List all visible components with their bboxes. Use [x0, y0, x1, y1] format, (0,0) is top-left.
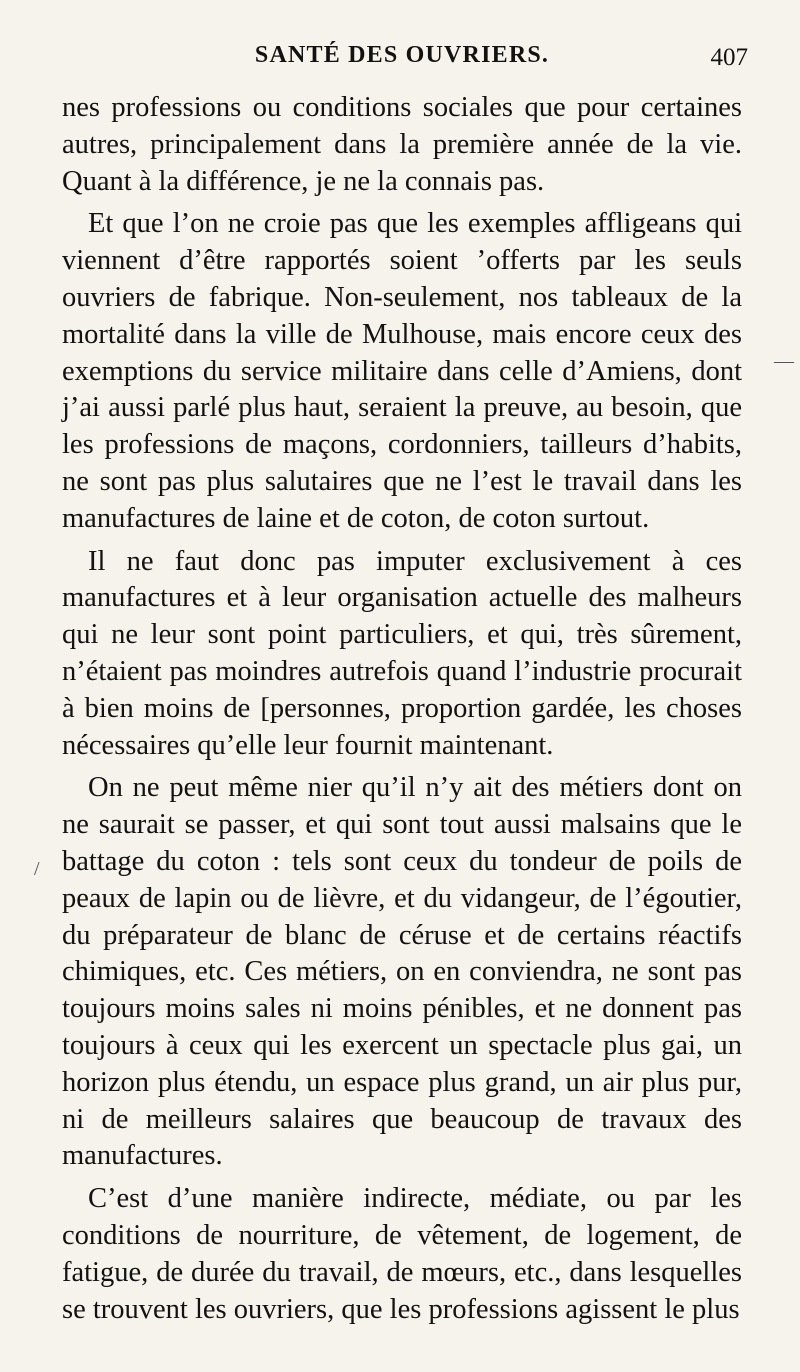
- paragraph: Et que l’on ne croie pas que les exemples affligeans qui viennent d’être rapportés soient ’offerts par les seuls ouvriers de fabrique. Non-seulement, nos tableaux de la mortalité dans la ville de Mulhouse, mais encore ceux des exemptions du service militaire dans celle d’Amiens, dont j’ai aussi parlé plus haut, seraient la preuve, au besoin, que les professions de maçons, cordonniers, tailleurs d’habits, ne sont pas plus salutaires que ne l’est le travail dans les manufactures de laine et de coton, de coton surtout.: [62, 208, 742, 534]
- running-head: [62, 40, 748, 90]
- running-head-title: SANTÉ DES OUVRIERS.: [254, 42, 550, 68]
- paragraph-continued: nes professions ou conditions sociales que pour certaines autres, principalement dans la première année de la vie. Quant à la différence, je ne la connais pas.: [62, 92, 742, 197]
- paragraph: C’est d’une manière indirecte, médiate, ou par les conditions de nourriture, de vêtement, de logement, de fatigue, de durée du travail, de mœurs, etc., dans lesquelles se trouvent les ouvriers, que les professions agissent le plus: [62, 1183, 742, 1325]
- page-number: 407: [710, 44, 748, 71]
- paragraph: On ne peut même nier qu’il n’y ait des métiers dont on ne saurait se passer, et qui sont tout aussi malsains que le battage du coton : tels sont ceux du tondeur de poils de peaux de lapin ou de lièvre, et du vidangeur, de l’égoutier, du préparateur de blanc de céruse et de certains réactifs chimiques, etc. Ces métiers, on en conviendra, ne sont pas toujours moins sales ni moins pénibles, et ne donnent pas toujours à ceux qui les exercent un spectacle plus gai, un horizon plus étendu, un espace plus grand, un air plus pur, ni de meilleurs salaires que beaucoup de travaux des manufactures.: [62, 772, 742, 1172]
- paragraph: Il ne faut donc pas imputer exclusivement à ces manufactures et à leur organisation actuelle des malheurs qui ne leur sont point particuliers, et qui, très sûrement, n’étaient pas moindres autrefois quand l’industrie procurait à bien moins de [personnes, proportion gardée, les choses nécessaires qu’elle leur fournit maintenant.: [62, 545, 742, 761]
- margin-mark: —: [774, 350, 794, 372]
- margin-mark: /: [34, 858, 40, 880]
- body-text: [62, 90, 742, 1328]
